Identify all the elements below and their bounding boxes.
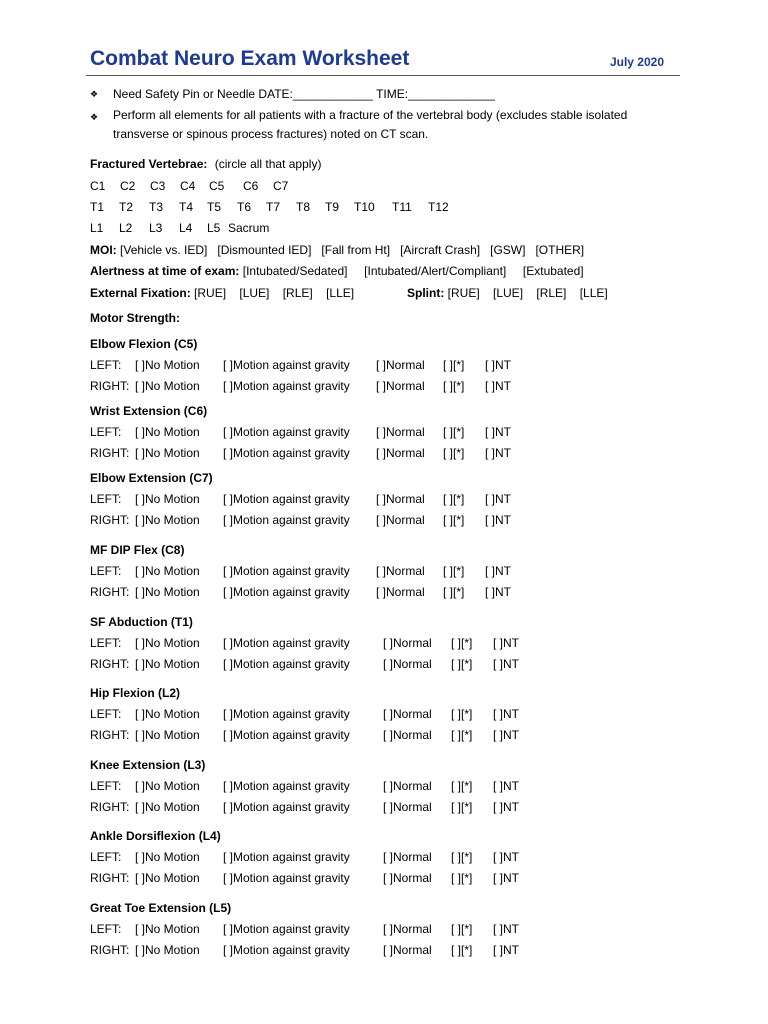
vertebra-t12[interactable]: T12 bbox=[428, 200, 449, 214]
moi-label: MOI: bbox=[90, 243, 117, 257]
side-label: RIGHT: bbox=[90, 800, 130, 814]
motor-strength-heading: Motor Strength: bbox=[90, 311, 180, 325]
diamond-bullet-icon: ❖ bbox=[90, 89, 99, 99]
vertebra-l2[interactable]: L2 bbox=[119, 221, 133, 235]
no-motion-option[interactable]: [ ]No Motion bbox=[135, 800, 200, 814]
diamond-bullet-icon: ❖ bbox=[90, 112, 99, 122]
normal-option[interactable]: [ ]Normal bbox=[376, 564, 425, 578]
star-option[interactable]: [ ][*] bbox=[443, 425, 465, 439]
motion-against-gravity-option[interactable]: [ ]Motion against gravity bbox=[223, 585, 350, 599]
star-option[interactable]: [ ][*] bbox=[451, 850, 473, 864]
normal-option[interactable]: [ ]Normal bbox=[383, 728, 432, 742]
vertebra-l4[interactable]: L4 bbox=[179, 221, 193, 235]
not-tested-option[interactable]: [ ]NT bbox=[493, 871, 519, 885]
star-option[interactable]: [ ][*] bbox=[443, 492, 465, 506]
not-tested-option[interactable]: [ ]NT bbox=[485, 379, 511, 393]
external-fixation-row bbox=[90, 286, 354, 300]
not-tested-option[interactable]: [ ]NT bbox=[493, 707, 519, 721]
motor-group-title: Elbow Extension (C7) bbox=[90, 471, 213, 485]
vertebra-t2[interactable]: T2 bbox=[119, 200, 134, 214]
revision-date: July 2020 bbox=[609, 55, 664, 69]
normal-option[interactable]: [ ]Normal bbox=[383, 779, 432, 793]
star-option[interactable]: [ ][*] bbox=[451, 707, 473, 721]
side-label: LEFT: bbox=[90, 779, 122, 793]
not-tested-option[interactable]: [ ]NT bbox=[493, 779, 519, 793]
motion-against-gravity-option[interactable]: [ ]Motion against gravity bbox=[223, 492, 350, 506]
normal-option[interactable]: [ ]Normal bbox=[376, 358, 425, 372]
side-label: LEFT: bbox=[90, 564, 122, 578]
vertebra-t5[interactable]: T5 bbox=[207, 200, 222, 214]
side-label: RIGHT: bbox=[90, 728, 130, 742]
vertebra-l5[interactable]: L5 bbox=[207, 221, 221, 235]
not-tested-option[interactable]: [ ]NT bbox=[485, 492, 511, 506]
no-motion-option[interactable]: [ ]No Motion bbox=[135, 707, 200, 721]
motion-against-gravity-option[interactable]: [ ]Motion against gravity bbox=[223, 564, 350, 578]
motion-against-gravity-option[interactable]: [ ]Motion against gravity bbox=[223, 379, 350, 393]
alertness-options[interactable]: [Intubated/Sedated] [Intubated/Alert/Compliant] [Extubated] bbox=[242, 264, 584, 278]
no-motion-option[interactable]: [ ]No Motion bbox=[135, 922, 200, 936]
moi-options[interactable]: [Vehicle vs. IED] [Dismounted IED] [Fall from Ht] [Aircraft Crash] [GSW] [OTHER] bbox=[120, 243, 585, 257]
motion-against-gravity-option[interactable]: [ ]Motion against gravity bbox=[223, 800, 350, 814]
not-tested-option[interactable]: [ ]NT bbox=[493, 850, 519, 864]
normal-option[interactable]: [ ]Normal bbox=[383, 871, 432, 885]
fractured-vertebrae-label: Fractured Vertebrae: bbox=[90, 157, 208, 171]
star-option[interactable]: [ ][*] bbox=[443, 564, 465, 578]
motion-against-gravity-option[interactable]: [ ]Motion against gravity bbox=[223, 636, 350, 650]
star-option[interactable]: [ ][*] bbox=[451, 871, 473, 885]
motion-against-gravity-option[interactable]: [ ]Motion against gravity bbox=[223, 446, 350, 460]
normal-option[interactable]: [ ]Normal bbox=[383, 707, 432, 721]
star-option[interactable]: [ ][*] bbox=[451, 800, 473, 814]
no-motion-option[interactable]: [ ]No Motion bbox=[135, 446, 200, 460]
side-label: RIGHT: bbox=[90, 446, 130, 460]
vertebra-l1[interactable]: L1 bbox=[90, 221, 104, 235]
side-label: LEFT: bbox=[90, 707, 122, 721]
vertebra-t8[interactable]: T8 bbox=[296, 200, 311, 214]
no-motion-option[interactable]: [ ]No Motion bbox=[135, 492, 200, 506]
external-fixation-options[interactable]: [RUE] [LUE] [RLE] [LLE] bbox=[194, 286, 355, 300]
side-label: RIGHT: bbox=[90, 871, 130, 885]
motor-group-title: Ankle Dorsiflexion (L4) bbox=[90, 829, 221, 843]
normal-option[interactable]: [ ]Normal bbox=[383, 636, 432, 650]
motion-against-gravity-option[interactable]: [ ]Motion against gravity bbox=[223, 850, 350, 864]
star-option[interactable]: [ ][*] bbox=[443, 358, 465, 372]
moi-row bbox=[90, 243, 584, 258]
bullet-text-instructions: Perform all elements for all patients with a fracture of the vertebral body (excludes stable isolated transverse or spinous process fractures) noted on CT scan. bbox=[113, 108, 628, 141]
side-label: LEFT: bbox=[90, 358, 122, 372]
motion-against-gravity-option[interactable]: [ ]Motion against gravity bbox=[223, 871, 350, 885]
motor-group-title: Great Toe Extension (L5) bbox=[90, 901, 232, 915]
motor-group-title: Wrist Extension (C6) bbox=[90, 404, 208, 418]
vertebra-t1[interactable]: T1 bbox=[90, 200, 105, 214]
not-tested-option[interactable]: [ ]NT bbox=[493, 800, 519, 814]
no-motion-option[interactable]: [ ]No Motion bbox=[135, 636, 200, 650]
normal-option[interactable]: [ ]Normal bbox=[376, 492, 425, 506]
bullet-text-supplies: Need Safety Pin or Needle DATE:____________ TIME:_____________ bbox=[113, 87, 495, 101]
fractured-vertebrae-heading bbox=[90, 157, 321, 172]
star-option[interactable]: [ ][*] bbox=[443, 379, 465, 393]
alertness-row bbox=[90, 264, 584, 279]
splint-options[interactable]: [RUE] [LUE] [RLE] [LLE] bbox=[447, 286, 608, 300]
splint-label: Splint: bbox=[407, 286, 445, 300]
motor-group-title: Knee Extension (L3) bbox=[90, 758, 206, 772]
no-motion-option[interactable]: [ ]No Motion bbox=[135, 358, 200, 372]
not-tested-option[interactable]: [ ]NT bbox=[485, 585, 511, 599]
no-motion-option[interactable]: [ ]No Motion bbox=[135, 871, 200, 885]
star-option[interactable]: [ ][*] bbox=[443, 585, 465, 599]
vertebra-t10[interactable]: T10 bbox=[354, 200, 375, 214]
external-fixation-label: External Fixation: bbox=[90, 286, 191, 300]
no-motion-option[interactable]: [ ]No Motion bbox=[135, 513, 200, 527]
vertebra-t3[interactable]: T3 bbox=[149, 200, 164, 214]
motion-against-gravity-option[interactable]: [ ]Motion against gravity bbox=[223, 728, 350, 742]
vertebra-t7[interactable]: T7 bbox=[266, 200, 281, 214]
motor-group-title: SF Abduction (T1) bbox=[90, 615, 193, 629]
vertebra-c4[interactable]: C4 bbox=[180, 179, 196, 193]
page-title: Combat Neuro Exam Worksheet bbox=[90, 47, 410, 70]
fractured-vertebrae-hint: (circle all that apply) bbox=[214, 157, 322, 171]
no-motion-option[interactable]: [ ]No Motion bbox=[135, 585, 200, 599]
star-option[interactable]: [ ][*] bbox=[451, 636, 473, 650]
not-tested-option[interactable]: [ ]NT bbox=[493, 657, 519, 671]
vertebra-t4[interactable]: T4 bbox=[179, 200, 194, 214]
not-tested-option[interactable]: [ ]NT bbox=[485, 446, 511, 460]
normal-option[interactable]: [ ]Normal bbox=[383, 922, 432, 936]
not-tested-option[interactable]: [ ]NT bbox=[485, 564, 511, 578]
alertness-label: Alertness at time of exam: bbox=[90, 264, 240, 278]
star-option[interactable]: [ ][*] bbox=[451, 779, 473, 793]
motion-against-gravity-option[interactable]: [ ]Motion against gravity bbox=[223, 943, 350, 957]
vertebra-c5[interactable]: C5 bbox=[209, 179, 225, 193]
star-option[interactable]: [ ][*] bbox=[451, 728, 473, 742]
side-label: RIGHT: bbox=[90, 513, 130, 527]
motion-against-gravity-option[interactable]: [ ]Motion against gravity bbox=[223, 513, 350, 527]
normal-option[interactable]: [ ]Normal bbox=[376, 585, 425, 599]
side-label: LEFT: bbox=[90, 425, 122, 439]
star-option[interactable]: [ ][*] bbox=[443, 446, 465, 460]
not-tested-option[interactable]: [ ]NT bbox=[493, 636, 519, 650]
vertebra-c1[interactable]: C1 bbox=[90, 179, 106, 193]
star-option[interactable]: [ ][*] bbox=[451, 657, 473, 671]
no-motion-option[interactable]: [ ]No Motion bbox=[135, 728, 200, 742]
motion-against-gravity-option[interactable]: [ ]Motion against gravity bbox=[223, 425, 350, 439]
side-label: LEFT: bbox=[90, 922, 122, 936]
vertebra-c6[interactable]: C6 bbox=[243, 179, 259, 193]
normal-option[interactable]: [ ]Normal bbox=[383, 850, 432, 864]
motion-against-gravity-option[interactable]: [ ]Motion against gravity bbox=[223, 707, 350, 721]
normal-option[interactable]: [ ]Normal bbox=[376, 379, 425, 393]
vertebra-t11[interactable]: T11 bbox=[392, 200, 412, 214]
not-tested-option[interactable]: [ ]NT bbox=[493, 728, 519, 742]
no-motion-option[interactable]: [ ]No Motion bbox=[135, 379, 200, 393]
vertebra-c3[interactable]: C3 bbox=[150, 179, 166, 193]
no-motion-option[interactable]: [ ]No Motion bbox=[135, 850, 200, 864]
side-label: RIGHT: bbox=[90, 585, 130, 599]
no-motion-option[interactable]: [ ]No Motion bbox=[135, 657, 200, 671]
not-tested-option[interactable]: [ ]NT bbox=[493, 943, 519, 957]
side-label: RIGHT: bbox=[90, 943, 130, 957]
star-option[interactable]: [ ][*] bbox=[451, 943, 473, 957]
no-motion-option[interactable]: [ ]No Motion bbox=[135, 425, 200, 439]
vertebra-t9[interactable]: T9 bbox=[325, 200, 340, 214]
normal-option[interactable]: [ ]Normal bbox=[383, 657, 432, 671]
motor-group-title: MF DIP Flex (C8) bbox=[90, 543, 185, 557]
no-motion-option[interactable]: [ ]No Motion bbox=[135, 779, 200, 793]
vertebra-sacrum[interactable]: Sacrum bbox=[228, 221, 270, 235]
motor-group-title: Hip Flexion (L2) bbox=[90, 686, 180, 700]
not-tested-option[interactable]: [ ]NT bbox=[485, 513, 511, 527]
normal-option[interactable]: [ ]Normal bbox=[376, 425, 425, 439]
normal-option[interactable]: [ ]Normal bbox=[376, 513, 425, 527]
not-tested-option[interactable]: [ ]NT bbox=[493, 922, 519, 936]
motor-group-title: Elbow Flexion (C5) bbox=[90, 337, 198, 351]
no-motion-option[interactable]: [ ]No Motion bbox=[135, 943, 200, 957]
star-option[interactable]: [ ][*] bbox=[443, 513, 465, 527]
normal-option[interactable]: [ ]Normal bbox=[383, 800, 432, 814]
motion-against-gravity-option[interactable]: [ ]Motion against gravity bbox=[223, 779, 350, 793]
normal-option[interactable]: [ ]Normal bbox=[376, 446, 425, 460]
normal-option[interactable]: [ ]Normal bbox=[383, 943, 432, 957]
vertebra-c2[interactable]: C2 bbox=[120, 179, 136, 193]
no-motion-option[interactable]: [ ]No Motion bbox=[135, 564, 200, 578]
vertebra-c7[interactable]: C7 bbox=[273, 179, 289, 193]
header-divider bbox=[86, 75, 680, 76]
motion-against-gravity-option[interactable]: [ ]Motion against gravity bbox=[223, 358, 350, 372]
star-option[interactable]: [ ][*] bbox=[451, 922, 473, 936]
side-label: RIGHT: bbox=[90, 379, 130, 393]
not-tested-option[interactable]: [ ]NT bbox=[485, 358, 511, 372]
motion-against-gravity-option[interactable]: [ ]Motion against gravity bbox=[223, 922, 350, 936]
vertebra-l3[interactable]: L3 bbox=[149, 221, 163, 235]
side-label: LEFT: bbox=[90, 850, 122, 864]
vertebra-t6[interactable]: T6 bbox=[237, 200, 252, 214]
motion-against-gravity-option[interactable]: [ ]Motion against gravity bbox=[223, 657, 350, 671]
not-tested-option[interactable]: [ ]NT bbox=[485, 425, 511, 439]
splint-row bbox=[407, 286, 608, 300]
side-label: LEFT: bbox=[90, 636, 122, 650]
side-label: RIGHT: bbox=[90, 657, 130, 671]
side-label: LEFT: bbox=[90, 492, 122, 506]
